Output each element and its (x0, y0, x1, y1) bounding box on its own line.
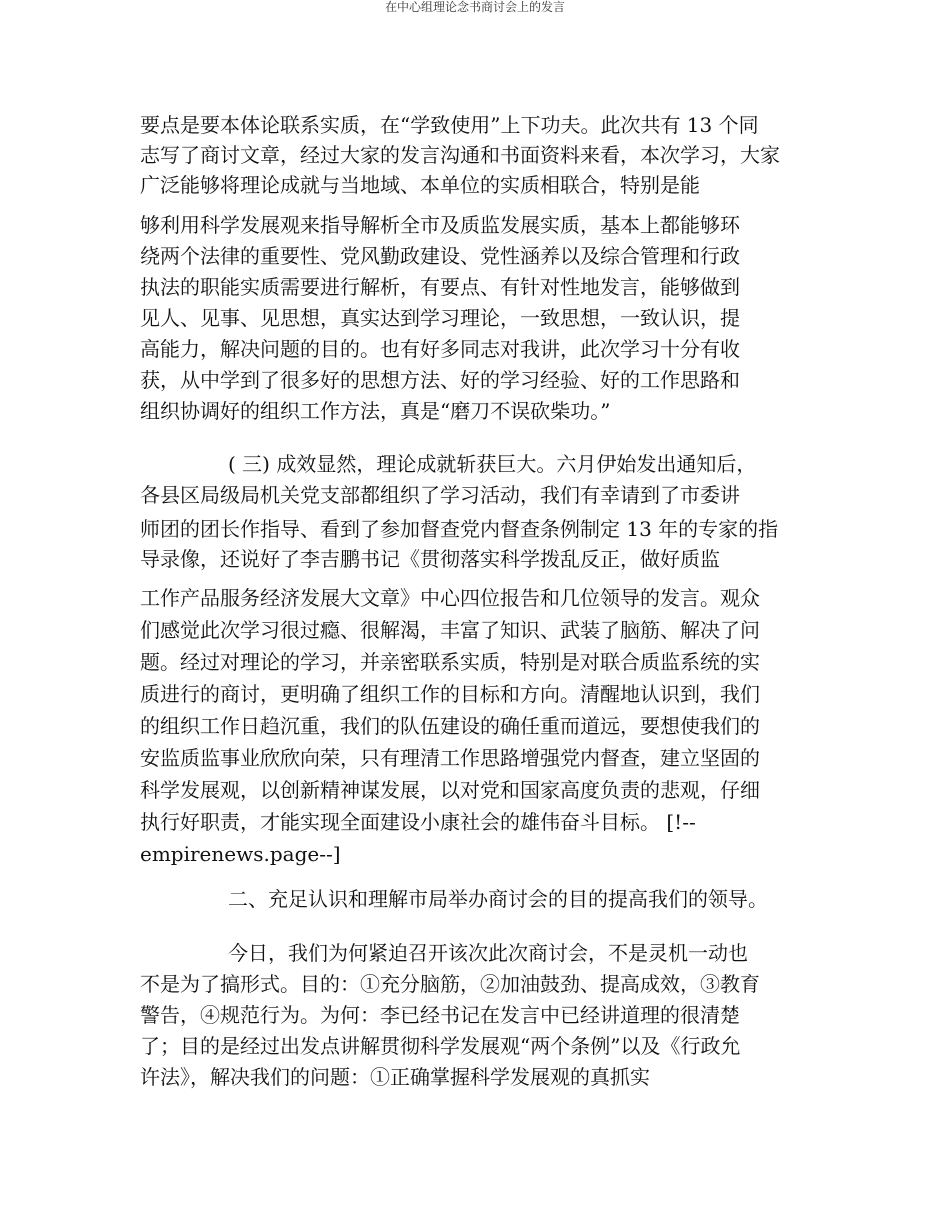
text-line: 今日，我们为何紧迫召开该次此次商讨会，不是灵机一动也 (228, 941, 748, 965)
text-line: 组织协调好的组织工作方法，真是“磨刀不误砍柴功。” (140, 399, 611, 423)
section-heading-line: ( 三) 成效显然，理论成就斩获巨大。六月伊始发出通知后， (228, 452, 757, 476)
text-line: 许法》，解决我们的问题：①正确掌握科学发展观的真抓实 (140, 1065, 650, 1089)
text-line: empirenews.page--] (140, 842, 341, 866)
text-line: 题。经过对理论的学习，并亲密联系实质，特别是对联合质监系统的实 (140, 650, 760, 674)
text-line: 志写了商讨文章，经过大家的发言沟通和书面资料来看，本次学习，大家 (140, 143, 780, 167)
text-line: 安监质监事业欣欣向荣，只有理清工作思路增强党内督查，建立坚固的 (140, 746, 760, 770)
text-line: 高能力，解决问题的目的。也有好多同志对我讲，此次学习十分有收 (140, 337, 740, 361)
text-line: 导录像，还说好了李吉鹏书记《贯彻落实科学拨乱反正，做好质监 (140, 547, 720, 571)
page-header-title: 在中心组理论念书商讨会上的发言 (384, 0, 565, 14)
text-line: 不是为了搞形式。目的：①充分脑筋，②加油鼓劲、提高成效，③教育 (140, 972, 760, 996)
section-heading-line: 二、充足认识和理解市局举办商讨会的目的提高我们的领导。 (228, 887, 768, 911)
text-line: 绕两个法律的重要性、党风勤政建设、党性涵养以及综合管理和行政 (140, 244, 740, 268)
text-line: 们感觉此次学习很过瘾、很解渴，丰富了知识、武装了脑筋、解决了问 (140, 618, 760, 642)
text-line: 要点是要本体论联系实质，在“学致使用”上下功夫。此次共有 13 个同 (140, 113, 759, 137)
text-line: 执法的职能实质需要进行解析，有要点、有针对性地发言，能够做到 (140, 275, 740, 299)
text-line: 师团的团长作指导、看到了参加督查党内督查条例制定 13 年的专家的指 (140, 517, 779, 541)
text-line: 质进行的商讨，更明确了组织工作的目标和方向。清醒地认识到，我们 (140, 682, 760, 706)
text-line: 的组织工作日趋沉重，我们的队伍建设的确任重而道远，要想使我们的 (140, 714, 760, 738)
text-line: 见人、见事、见思想，真实达到学习理论，一致思想，一致认识，提 (140, 306, 740, 330)
text-line: 警告，④规范行为。为何：李已经书记在发言中已经讲道理的很清楚 (140, 1003, 740, 1027)
text-line: 够利用科学发展观来指导解析全市及质监发展实质，基本上都能够环 (140, 213, 740, 237)
text-line: 各县区局级局机关党支部都组织了学习活动，我们有幸请到了市委讲 (140, 483, 740, 507)
text-line: 广泛能够将理论成就与当地域、本单位的实质相联合，特别是能 (140, 173, 700, 197)
text-line: 执行好职责，才能实现全面建设小康社会的雄伟奋斗目标。 [!-- (140, 810, 696, 834)
text-line: 工作产品服务经济发展大文章》中心四位报告和几位领导的发言。观众 (140, 586, 760, 610)
text-line: 了；目的是经过出发点讲解贯彻科学发展观“两个条例”以及《行政允 (140, 1034, 741, 1058)
text-line: 科学发展观，以创新精神谋发展，以对党和国家高度负责的悲观，仔细 (140, 778, 760, 802)
text-line: 获，从中学到了很多好的思想方法、好的学习经验、好的工作思路和 (140, 368, 740, 392)
